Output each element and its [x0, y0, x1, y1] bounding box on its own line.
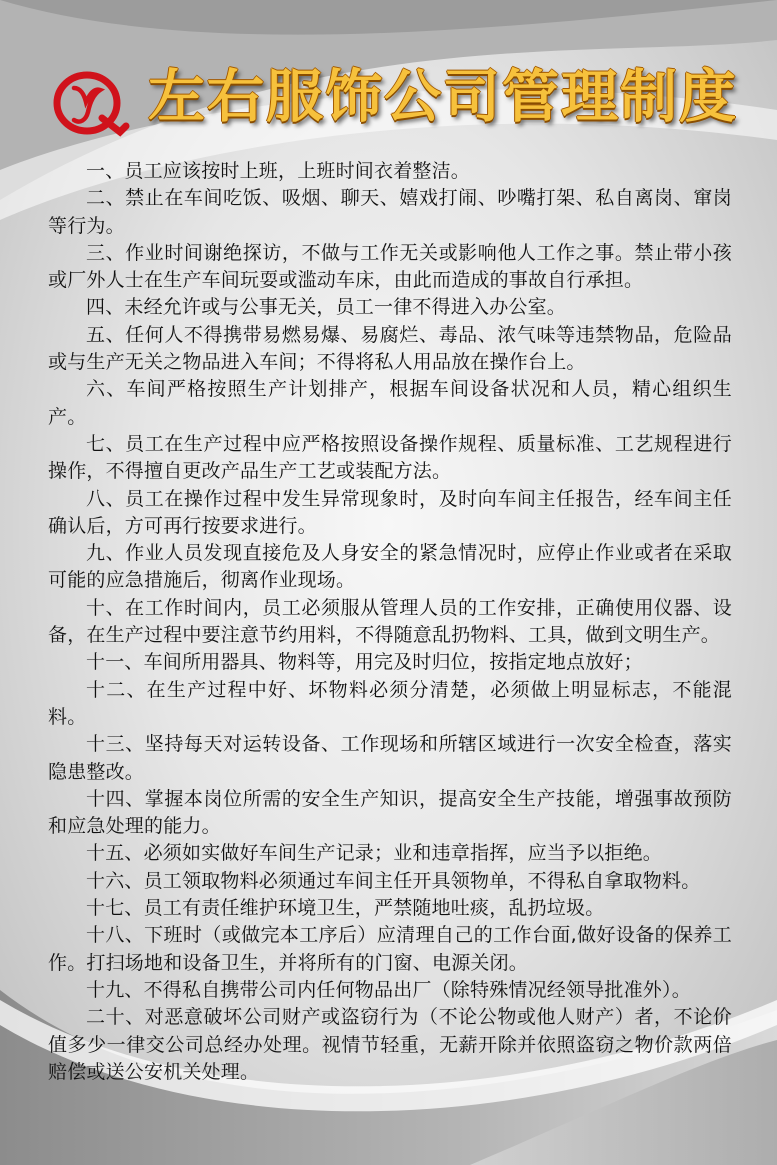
rule-item-3: 三、作业时间谢绝探访，不做与工作无关或影响他人工作之事。禁止带小孩或厂外人士在生产车间玩耍或滥动车床，由此而造成的事故自行承担。: [48, 241, 732, 292]
rule-item-10: 十、在工作时间内，员工必须服从管理人员的工作安排，正确使用仪器、设备，在生产过程中要注意节约用料，不得随意乱扔物料、工具，做到文明生产。: [48, 596, 732, 647]
rule-item-14: 十四、掌握本岗位所需的安全生产知识，提高安全生产技能，增强事故预防和应急处理的能力。: [48, 787, 732, 838]
rule-item-1: 一、员工应该按时上班，上班时间衣着整洁。: [86, 160, 471, 182]
rule-item-7: 七、员工在生产过程中应严格按照设备操作规程、质量标准、工艺规程进行操作，不得擅自更改产品生产工艺或装配方法。: [48, 432, 732, 483]
rule-item-8: 八、员工在操作过程中发生异常现象时，及时向车间主任报告，经车间主任确认后，方可再行按要求进行。: [48, 487, 732, 537]
rule-item-5: 五、任何人不得携带易燃易爆、易腐烂、毒品、浓气味等违禁物品，危险品或与生产无关之物品进入车间；不得将私人用品放在操作台上。: [48, 323, 732, 374]
rules-list: [48, 158, 732, 1086]
rule-item-15: 十五、必须如实做好车间生产记录；业和违章指挥，应当予以拒绝。: [86, 842, 663, 865]
rule-item-9: 九、作业人员发现直接危及人身安全的紧急情况时，应停止作业或者在采取可能的应急措施后，彻离作业现场。: [48, 542, 732, 592]
rule-item-12: 十二、在生产过程中好、坏物料必须分清楚，必须做上明显标志，不能混料。: [48, 678, 732, 728]
rule-item-4: 四、未经允许或与公事无关，员工一律不得进入办公室。: [86, 296, 567, 319]
rule-item-11: 十一、车间所用器具、物料等，用完及时归位，按指定地点放好；: [86, 651, 643, 674]
rule-item-2: 二、禁止在车间吃饭、吸烟、聊天、嬉戏打闹、吵嘴打架、私自离岗、窜岗等行为。: [48, 187, 732, 237]
rule-item-16: 十六、员工领取物料必须通过车间主任开具领物单，不得私自拿取物料。: [86, 869, 701, 892]
rule-item-20: 二十、对恶意破坏公司财产或盗窃行为（不论公物或他人财产）者，不论价值多少一律交公司总经办处理。视情节轻重，无薪开除并依照盗窃之物价款两倍赔偿或送公安机关处理。: [48, 1006, 732, 1083]
yq-logo-icon: [50, 68, 130, 138]
rule-item-13: 十三、坚持每天对运转设备、工作现场和所辖区域进行一次安全检查，落实隐患整改。: [48, 733, 732, 783]
rule-item-19: 十九、不得私自携带公司内任何物品出厂（除特殊情况经领导批准外）。: [86, 978, 691, 1001]
rule-item-18: 十八、下班时（或做完本工序后）应清理自己的工作台面,做好设备的保养工作。打扫场地和设备卫生，并将所有的门窗、电源关闭。: [48, 924, 732, 974]
page-title: 左右服饰公司管理制度: [148, 64, 738, 130]
rule-item-6: 六、车间严格按照生产计划排产，根据车间设备状况和人员，精心组织生产。: [48, 378, 732, 428]
rule-item-17: 十七、员工有责任维护环境卫生，严禁随地吐痰，乱扔垃圾。: [86, 897, 605, 920]
